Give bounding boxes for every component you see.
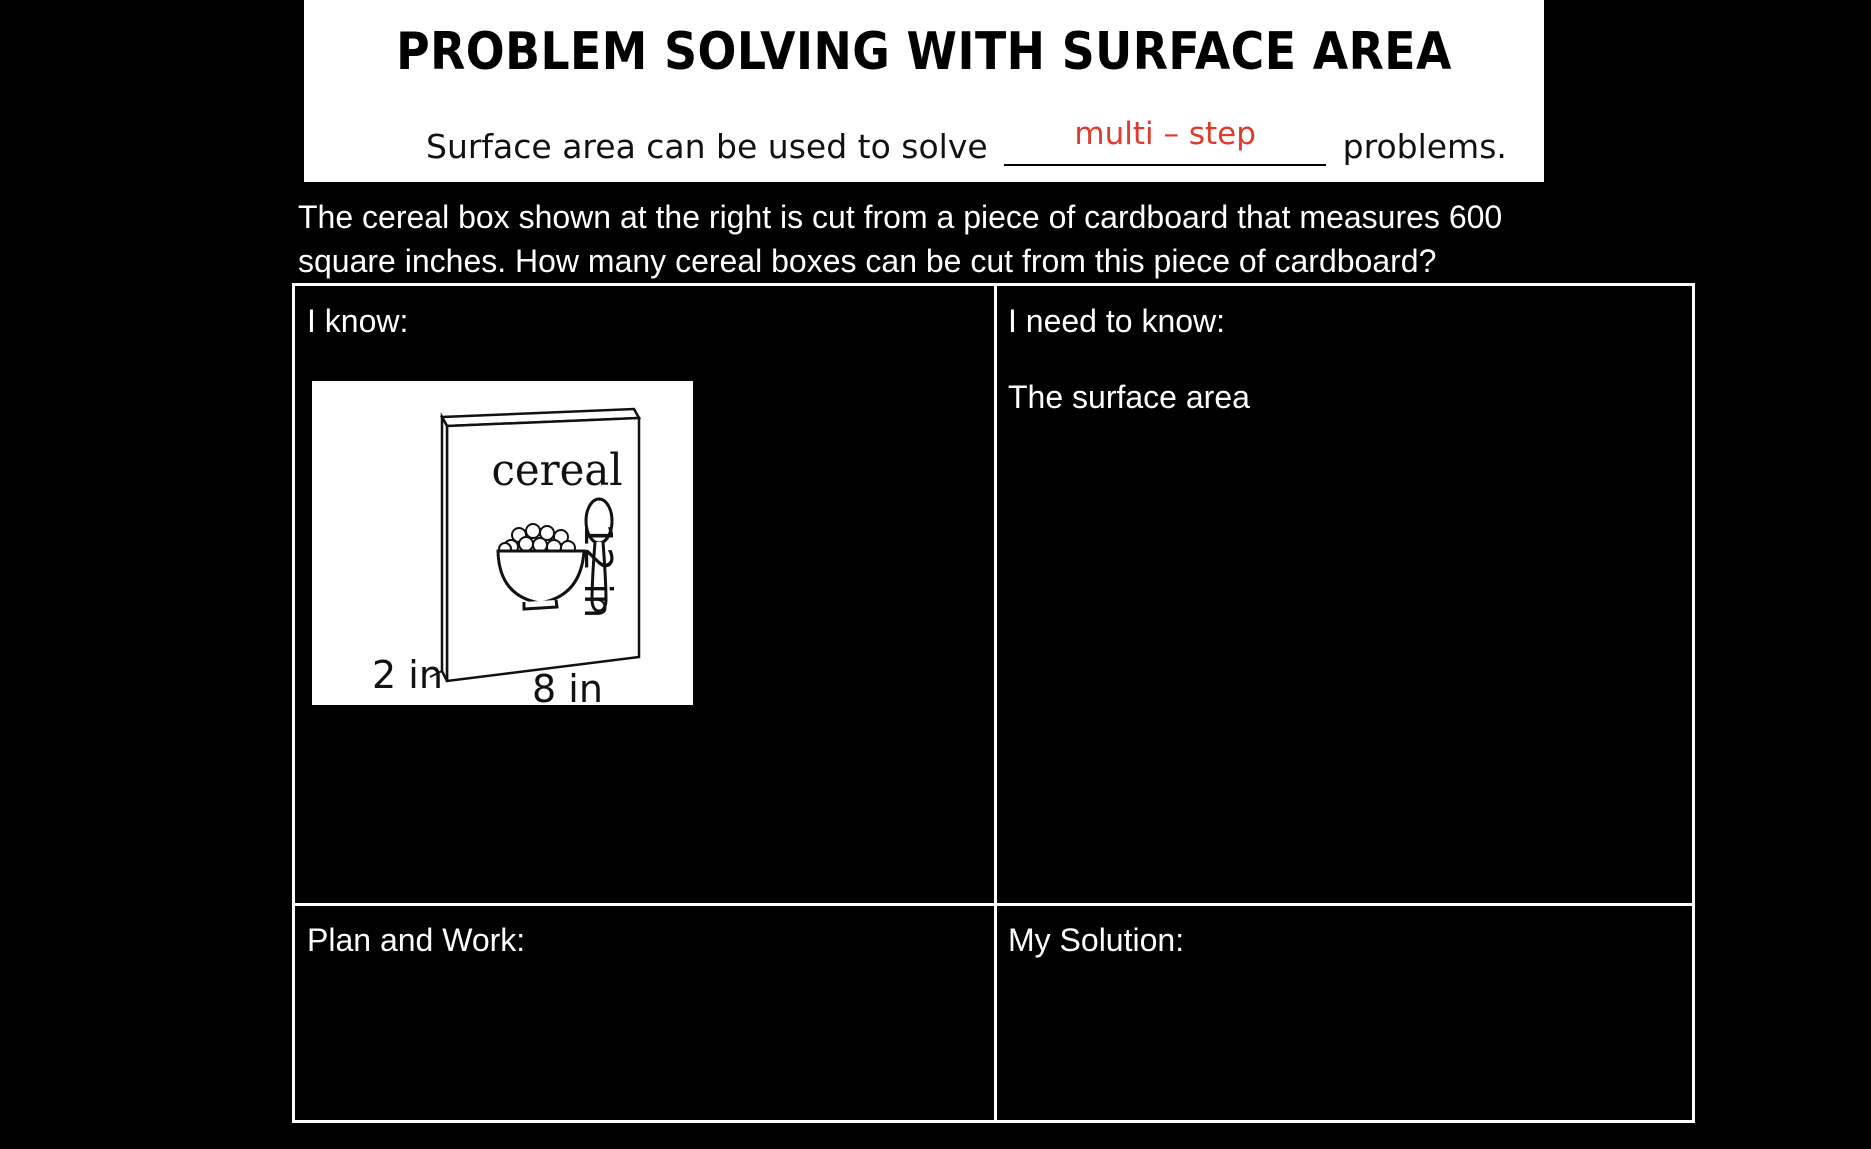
depth-dimension-label: 2 in [372,653,443,697]
need-to-know-label: I need to know: [1008,303,1226,339]
problem-prompt: The cereal box shown at the right is cut from a piece of cardboard that measures 600 square inches. How many cereal boxes can be cut from this piece of cardboard? [298,199,1503,279]
fill-in-sentence [426,116,1507,166]
plan-and-work-label: Plan and Work: [307,922,526,958]
answer-blank[interactable] [1004,116,1326,166]
i-know-label: I know: [307,303,409,339]
grid-divider-vertical [994,286,997,1120]
my-solution-label: My Solution: [1008,922,1185,958]
width-dimension-label: 8 in [532,667,603,711]
blank-answer: multi – step [1074,116,1256,152]
box-label: cereal [491,445,623,496]
header-panel [304,0,1544,182]
grid-divider-horizontal [295,903,1692,906]
sentence-end: problems. [1342,127,1507,166]
figure-labels [312,381,693,711]
cereal-box-figure [312,381,693,711]
sentence-start: Surface area can be used to solve [426,127,988,166]
height-dimension-label: 12 in [576,523,620,619]
page-title: PROBLEM SOLVING WITH SURFACE AREA [396,22,1452,82]
need-to-know-answer: The surface area [1008,379,1250,415]
